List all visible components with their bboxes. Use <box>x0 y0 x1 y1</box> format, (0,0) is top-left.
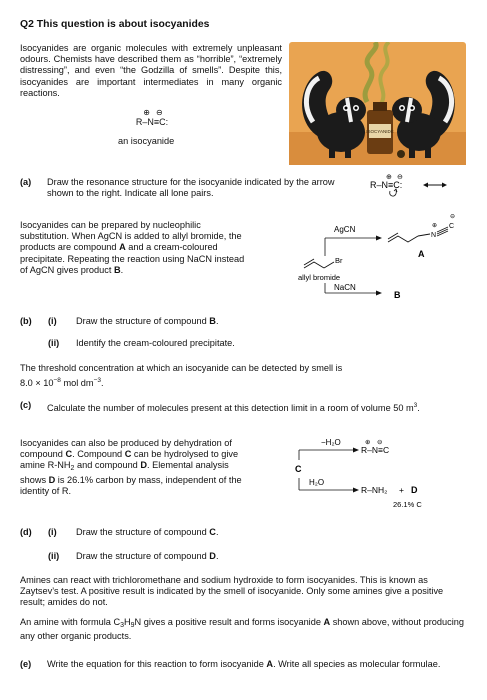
reaction-scheme-2 <box>285 432 480 512</box>
dehydration-t1: Isocyanides can also be produced by dehydration of compound <box>20 438 232 460</box>
threshold-value <box>20 375 104 389</box>
part-d-ii-text <box>76 551 219 562</box>
dehydration-sub2: 2 <box>70 465 75 473</box>
reaction-scheme-1-svg <box>290 210 480 305</box>
part-e-compound: A <box>266 659 274 669</box>
dehydration-paragraph <box>20 438 242 497</box>
part-d-i-text <box>76 527 219 538</box>
dehydration-t2: . Compound <box>72 449 125 460</box>
plus-charge: ⊕ <box>143 108 156 117</box>
part-b-i-prompt: Draw the structure of compound <box>76 316 210 326</box>
product-isocyanide: R–N≡C <box>361 445 390 455</box>
threshold-text: The threshold concentration at which an isocyanide can be detected by smell is <box>20 363 343 373</box>
part-b-i-end: . <box>215 316 219 326</box>
product-b-label: B <box>394 290 401 300</box>
part-d-i-end: . <box>215 527 219 537</box>
part-c-end: . <box>417 403 420 413</box>
dehydration-c2: C <box>124 449 132 460</box>
dehydration-t4: and compound <box>74 460 141 471</box>
substitution-text-3: . <box>120 264 124 275</box>
part-c-text <box>47 400 457 414</box>
threshold-unit-exponent: −3 <box>93 377 101 384</box>
part-a-structure-svg <box>368 171 478 199</box>
part-c-exponent: 3 <box>413 402 418 409</box>
intro-paragraph: Isocyanides are organic molecules with extremely unpleasant odours. Chemists have described them as “horrible”, “extremely distressing”, and even “the Godzilla of smells”. Despite this, isocyanides are important intermediates in many organic reactions. <box>20 43 282 98</box>
isocyanide-formula: R–N≡C: <box>135 117 169 127</box>
product-b-bold: B <box>113 264 121 275</box>
dehydration-t3: can be hydrolysed to give amine R-NH <box>20 449 239 471</box>
allyl-bromide-label: allyl bromide <box>298 273 341 282</box>
nitrogen-plus: ⊕ <box>432 223 438 229</box>
part-b-i-text <box>76 316 219 327</box>
product-amine: R–NH₂ <box>361 485 388 495</box>
threshold-end: . <box>101 378 104 388</box>
bromine-label: Br <box>335 256 343 265</box>
part-d-ii-label: (ii) <box>48 551 60 561</box>
carbon-minus: ⊖ <box>450 214 456 220</box>
amine-t5: shown above, without producing any other organic products. <box>20 617 464 642</box>
part-d-i-label: (i) <box>48 527 57 537</box>
minus-charge: ⊖ <box>156 108 169 117</box>
part-d-ii-end: . <box>215 551 219 561</box>
reaction-scheme-1 <box>290 210 480 305</box>
bottle-label: ISOCYANIDE <box>366 129 394 134</box>
part-a-plus: ⊕ <box>386 174 392 181</box>
part-a-structure <box>368 171 478 199</box>
part-d-ii-compound: D <box>209 551 216 561</box>
nitrogen-label: N <box>431 232 437 239</box>
carbon-label: C <box>449 223 455 230</box>
dehydration-c1: C <box>65 449 73 460</box>
part-d-i-prompt: Draw the structure of compound <box>76 527 210 537</box>
skunk-illustration-svg <box>289 42 466 165</box>
water-label: H₂O <box>309 478 325 487</box>
threshold-unit: mol dm <box>60 378 94 388</box>
part-a-label: (a) <box>20 177 32 187</box>
reagent-nacn: NaCN <box>334 283 356 292</box>
amine-t2: H <box>124 617 131 627</box>
product-a-label: A <box>418 249 425 259</box>
part-b-label: (b) <box>20 316 32 326</box>
product1-plus: ⊕ <box>365 439 371 446</box>
part-a-formula: R–N≡C: <box>370 180 403 190</box>
substitution-text-2: and a cream-coloured precipitate. Repeating the reaction using NaCN instead of AgCN gives product <box>20 242 245 275</box>
amine-t3: N <box>134 617 142 627</box>
part-e-prompt: Write the equation for this reaction to form isocyanide <box>47 659 267 669</box>
compound-d-label: D <box>411 485 418 495</box>
dehydration-d2: D <box>48 474 56 485</box>
part-b-i-compound: B <box>209 316 216 326</box>
part-b-ii-text: Identify the cream-coloured precipitate. <box>76 338 235 348</box>
part-d-i-compound: C <box>209 527 216 537</box>
dehydration-t5: . Elemental analysis shows <box>20 460 229 485</box>
part-c-prompt: Calculate the number of molecules present at this detection limit in a room of volume 50 m <box>47 403 414 413</box>
plus-sign: + <box>399 485 404 495</box>
isocyanide-structure <box>112 108 192 128</box>
zaytsev-paragraph: Amines can react with trichloromethane and sodium hydroxide to form isocyanides. This is known as Zaytsev’s test. A positive result is indicated by the smell of isocyanide. Only some amines give a positive result; amides do not. <box>20 575 444 608</box>
carbon-percent-label: 26.1% C <box>393 500 422 509</box>
dehydration-d1: D <box>140 460 147 471</box>
isocyanide-caption: an isocyanide <box>118 136 175 146</box>
compound-c-label: C <box>295 464 302 474</box>
amine-compound-a: A <box>323 617 331 627</box>
part-e-label: (e) <box>20 659 32 669</box>
part-a-text: Draw the resonance structure for the isocyanide indicated by the arrow shown to the right. Indicate all lone pairs. <box>47 177 335 199</box>
amine-paragraph <box>20 617 468 642</box>
amine-s2: 9 <box>130 622 135 629</box>
part-a-minus: ⊖ <box>397 174 403 181</box>
threshold-number: 8.0 × 10 <box>20 378 54 388</box>
part-b-i-label: (i) <box>48 316 57 326</box>
compound-a-bold: A <box>119 242 126 253</box>
part-e-text <box>47 659 467 670</box>
question-title: Q2 This question is about isocyanides <box>20 19 210 30</box>
amine-t4: gives a positive result and forms isocyanide <box>141 617 324 627</box>
amine-t1: An amine with formula C <box>20 617 121 627</box>
part-d-label: (d) <box>20 527 32 537</box>
skunk-illustration <box>289 42 466 165</box>
part-b-ii-label: (ii) <box>48 338 60 348</box>
part-c-label: (c) <box>20 400 32 410</box>
minus-water-label: −H₂O <box>321 438 341 447</box>
substitution-paragraph <box>20 220 248 276</box>
dehydration-t6: is 26.1% carbon by mass, independent of the identity of R. <box>20 474 242 496</box>
part-e-end: . Write all species as molecular formulae. <box>273 659 441 669</box>
part-d-ii-prompt: Draw the structure of compound <box>76 551 210 561</box>
reaction-scheme-2-svg <box>285 432 480 512</box>
reagent-agcn: AgCN <box>334 225 356 234</box>
substitution-text-1: Isocyanides can be prepared by nucleophilic substitution. When AgCN is added to allyl bromide, the products are compound <box>20 220 242 253</box>
threshold-exponent: −8 <box>53 377 61 384</box>
product1-minus: ⊖ <box>377 439 383 446</box>
amine-s1: 3 <box>120 622 124 629</box>
